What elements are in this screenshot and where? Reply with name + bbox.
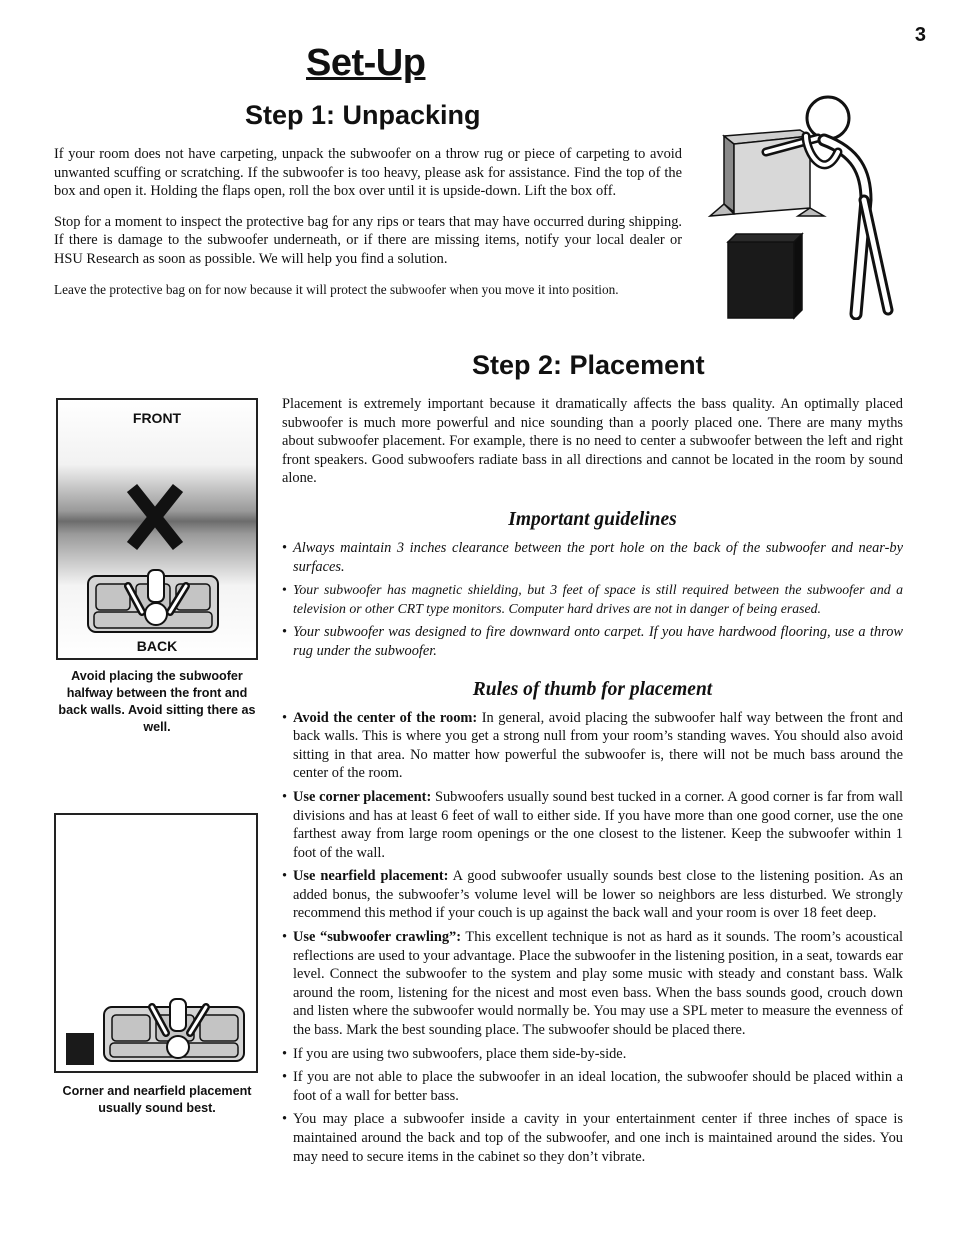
step2-heading: Step 2: Placement — [472, 350, 705, 380]
list-item: • If you are not able to place the subwoofer in an ideal location, the subwoofer should be placed within a foot of a wall for better bass. — [282, 1069, 903, 1104]
step2-body — [282, 395, 903, 1171]
front-label: FRONT — [132, 410, 182, 426]
page-title: Set-Up — [306, 42, 426, 84]
list-item: • If you are using two subwoofers, place them side-by-side. — [282, 1045, 627, 1062]
list-item: • Always maintain 3 inches clearance between the port hole on the back of the subwoofer and near-by surfaces. — [282, 539, 903, 575]
room-diagram-corner — [54, 813, 258, 1073]
step1-paragraph: Stop for a moment to inspect the protective bag for any rips or tears that may have occurred during shipping. If there is damage to the subwoofer underneath, or if there are missing items, notify your local dealer or HSU Research as soon as possible. We will help you find a solution. — [54, 213, 682, 267]
page-number: 3 — [914, 24, 926, 46]
step2-intro: Placement is extremely important because it dramatically affects the bass quality. An optimally placed subwoofer is much more powerful and nice sounding than a poorly placed one. There are many myths about subwoofer placement. For example, there is no need to center a subwoofer between the left and right front speakers. Good subwoofers radiate bass in all directions and cannot be located in the room by sound alone. — [282, 396, 903, 487]
rules-list — [282, 709, 903, 1167]
room-diagram-center — [56, 398, 258, 660]
rules-heading: Rules of thumb for placement — [472, 678, 713, 700]
list-item: • Use nearfield placement: A good subwoofer usually sounds best close to the listening position. As an added bonus, the subwoofer’s volume level will be lower so neighbors are less disturbed. We strongly recommend this method if your couch is up against the back wall and your room is over 18 feet deep. — [282, 868, 903, 922]
room-diagram-graphic — [58, 400, 256, 658]
guidelines-list — [282, 539, 903, 661]
unpacking-illustration — [706, 92, 902, 320]
list-item: • Your subwoofer has magnetic shielding, but 3 feet of space is still required between the subwoofer and a television or other CRT type monitors. Computer hard drives are not in danger of being erased. — [282, 582, 903, 616]
back-label: BACK — [136, 638, 178, 654]
guidelines-heading: Important guidelines — [508, 508, 677, 530]
list-item: • Use “subwoofer crawling”: This excellent technique is not as hard as it sounds. The room’s acoustical reflections are used to your advantage. Place the subwoofer in the listening position, in a seat, towards ear level. Connect the subwoofer to the system and play some music with steady and constant bass. Walk around the room, listening for the nicest and most even bass. When the bass sounds good, crouch down and listen where the subwoofer would normally be. You may use a SPL meter to measure the evenness of the bass. Mark the best sounding place. The subwoofer should be placed there. — [282, 929, 904, 1039]
corner-placement-graphic — [56, 815, 256, 1071]
step1-paragraph: Leave the protective bag on for now because it will protect the subwoofer when you move it into position. — [54, 281, 619, 297]
step1-body — [54, 145, 682, 311]
list-item: • Your subwoofer was designed to fire downward onto carpet. If you have hardwood flooring, use a throw rug under the subwoofer. — [282, 624, 903, 659]
step1-heading: Step 1: Unpacking — [245, 100, 481, 130]
step1-paragraph: If your room does not have carpeting, unpack the subwoofer on a throw rug or piece of carpeting to avoid unwanted scuffing or scratching. If the subwoofer is too heavy, please ask for assistance. Find the top of the box and open it. Holding the flaps open, roll the box over until it is upside-down. Lift the box off. — [54, 146, 682, 200]
list-item: • Use corner placement: Subwoofers usually sound best tucked in a corner. A good corner is far from wall divisions and has at least 6 feet of wall to either side. If you have more than one good corner, use the one farthest away from large room openings or the one closest to the listener. Keep the subwoofer within 1 foot of the wall. — [282, 788, 903, 861]
figure2-caption: Corner and nearfield placement usually sound best. — [62, 1084, 252, 1115]
list-item: • Avoid the center of the room: In general, avoid placing the subwoofer half way between the front and back walls. This is where you get a strong null from your room’s standing waves. You should also avoid sitting in that area. No matter how powerful the subwoofer is, there will not be much bass around the center of the room. — [282, 709, 903, 782]
figure1-caption: Avoid placing the subwoofer halfway between the front and back walls. Avoid sitting there as well. — [58, 669, 256, 734]
list-item: • You may place a subwoofer inside a cavity in your entertainment center if three inches of space is maintained around the back and top of the subwoofer, and one inch is maintained around the sides. You may need to secure items in the cabinet so they don’t vibrate. — [282, 1111, 903, 1165]
